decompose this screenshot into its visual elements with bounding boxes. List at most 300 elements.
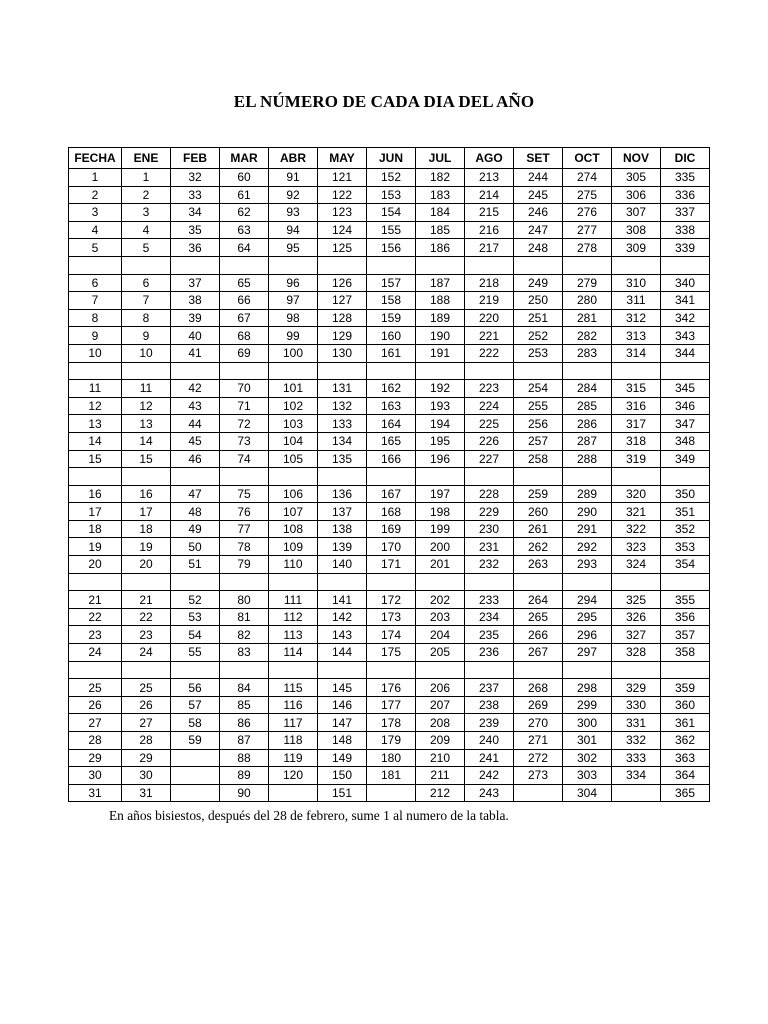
day-number-cell: 198: [416, 503, 465, 521]
table-row: [69, 485, 710, 503]
day-number-cell: 289: [563, 485, 612, 503]
day-number-cell: 108: [269, 520, 318, 538]
day-number-cell: 164: [367, 415, 416, 433]
table-row: [69, 432, 710, 450]
day-number-cell: 310: [612, 274, 661, 292]
day-number-cell: 254: [514, 380, 563, 398]
day-number-cell: 212: [416, 784, 465, 802]
empty-cell: [661, 468, 710, 486]
day-number-cell: 104: [269, 432, 318, 450]
day-number-cell: 152: [367, 169, 416, 187]
table-row: [69, 538, 710, 556]
day-number-cell: 303: [563, 767, 612, 785]
day-number-cell: 287: [563, 432, 612, 450]
day-number-cell: 100: [269, 344, 318, 362]
day-number-cell: 170: [367, 538, 416, 556]
day-number-cell: 84: [220, 679, 269, 697]
day-number-cell: 35: [171, 221, 220, 239]
table-row: [69, 714, 710, 732]
day-number-cell: 22: [122, 608, 171, 626]
day-number-cell: 250: [514, 292, 563, 310]
day-number-cell: 114: [269, 644, 318, 662]
day-number-cell: 251: [514, 309, 563, 327]
empty-cell: [465, 661, 514, 679]
day-number-cell: 136: [318, 485, 367, 503]
day-number-cell: 190: [416, 327, 465, 345]
day-number-cell: 32: [171, 169, 220, 187]
day-number-cell: 189: [416, 309, 465, 327]
day-number-cell: 363: [661, 749, 710, 767]
day-number-cell: 174: [367, 626, 416, 644]
day-number-cell: 162: [367, 380, 416, 398]
day-number-cell: 99: [269, 327, 318, 345]
day-number-cell: 130: [318, 344, 367, 362]
day-number-cell: 186: [416, 239, 465, 257]
day-number-cell: 307: [612, 204, 661, 222]
day-number-cell: 348: [661, 432, 710, 450]
day-number-cell: 361: [661, 714, 710, 732]
day-number-cell: 73: [220, 432, 269, 450]
date-cell: 27: [69, 714, 122, 732]
day-number-cell: 218: [465, 274, 514, 292]
day-number-cell: 314: [612, 344, 661, 362]
day-number-cell: 128: [318, 309, 367, 327]
day-number-cell: 264: [514, 591, 563, 609]
day-number-cell: 64: [220, 239, 269, 257]
empty-cell: [220, 468, 269, 486]
day-number-cell: 281: [563, 309, 612, 327]
day-number-cell: 126: [318, 274, 367, 292]
day-number-cell: 38: [171, 292, 220, 310]
day-number-cell: 320: [612, 485, 661, 503]
day-number-cell: [514, 784, 563, 802]
empty-cell: [563, 256, 612, 274]
date-cell: 23: [69, 626, 122, 644]
table-row: [69, 239, 710, 257]
day-number-cell: 55: [171, 644, 220, 662]
date-cell: 25: [69, 679, 122, 697]
day-number-cell: 2: [122, 186, 171, 204]
day-number-cell: 52: [171, 591, 220, 609]
day-number-cell: 351: [661, 503, 710, 521]
day-number-cell: 325: [612, 591, 661, 609]
day-number-cell: 222: [465, 344, 514, 362]
day-number-cell: 11: [122, 380, 171, 398]
table-row: [69, 767, 710, 785]
table-row: [69, 274, 710, 292]
day-number-cell: 201: [416, 556, 465, 574]
empty-cell: [612, 256, 661, 274]
empty-cell: [465, 362, 514, 380]
empty-cell: [514, 468, 563, 486]
column-header: MAY: [318, 148, 367, 169]
empty-cell: [465, 468, 514, 486]
day-number-cell: 93: [269, 204, 318, 222]
day-number-cell: 63: [220, 221, 269, 239]
date-cell: 19: [69, 538, 122, 556]
day-number-cell: 31: [122, 784, 171, 802]
day-number-cell: 326: [612, 608, 661, 626]
day-number-cell: 343: [661, 327, 710, 345]
spacer-row: [69, 256, 710, 274]
day-number-cell: 158: [367, 292, 416, 310]
empty-cell: [269, 661, 318, 679]
day-number-cell: 4: [122, 221, 171, 239]
empty-cell: [465, 573, 514, 591]
day-number-cell: 101: [269, 380, 318, 398]
day-number-cell: 300: [563, 714, 612, 732]
day-number-cell: 88: [220, 749, 269, 767]
day-number-cell: 301: [563, 732, 612, 750]
day-number-cell: 156: [367, 239, 416, 257]
empty-cell: [122, 256, 171, 274]
day-number-cell: 208: [416, 714, 465, 732]
day-number-cell: 97: [269, 292, 318, 310]
date-cell: 26: [69, 696, 122, 714]
day-number-cell: 249: [514, 274, 563, 292]
date-cell: 9: [69, 327, 122, 345]
day-number-cell: 228: [465, 485, 514, 503]
date-cell: 20: [69, 556, 122, 574]
day-number-cell: 365: [661, 784, 710, 802]
day-number-cell: 305: [612, 169, 661, 187]
empty-cell: [563, 362, 612, 380]
day-number-cell: 144: [318, 644, 367, 662]
empty-cell: [563, 573, 612, 591]
day-number-cell: 316: [612, 397, 661, 415]
day-number-cell: 29: [122, 749, 171, 767]
day-number-cell: 27: [122, 714, 171, 732]
day-number-cell: 111: [269, 591, 318, 609]
day-number-cell: 285: [563, 397, 612, 415]
day-number-cell: 60: [220, 169, 269, 187]
day-number-cell: 259: [514, 485, 563, 503]
day-number-cell: 256: [514, 415, 563, 433]
day-number-cell: 248: [514, 239, 563, 257]
day-number-cell: 311: [612, 292, 661, 310]
table-row: [69, 221, 710, 239]
day-number-cell: 12: [122, 397, 171, 415]
day-number-cell: 85: [220, 696, 269, 714]
day-number-cell: 191: [416, 344, 465, 362]
day-number-cell: 234: [465, 608, 514, 626]
day-number-cell: 75: [220, 485, 269, 503]
day-number-cell: 280: [563, 292, 612, 310]
column-header: ENE: [122, 148, 171, 169]
empty-cell: [416, 362, 465, 380]
day-number-cell: 143: [318, 626, 367, 644]
spacer-row: [69, 573, 710, 591]
day-number-cell: 232: [465, 556, 514, 574]
day-number-cell: 166: [367, 450, 416, 468]
day-number-cell: 291: [563, 520, 612, 538]
day-number-cell: 240: [465, 732, 514, 750]
day-number-cell: 120: [269, 767, 318, 785]
day-number-cell: 142: [318, 608, 367, 626]
day-number-cell: 74: [220, 450, 269, 468]
day-number-cell: 286: [563, 415, 612, 433]
empty-cell: [318, 468, 367, 486]
day-number-cell: 72: [220, 415, 269, 433]
empty-cell: [122, 362, 171, 380]
table-row: [69, 169, 710, 187]
day-number-cell: 199: [416, 520, 465, 538]
date-cell: 30: [69, 767, 122, 785]
day-number-cell: 288: [563, 450, 612, 468]
day-number-cell: 46: [171, 450, 220, 468]
day-number-cell: 171: [367, 556, 416, 574]
empty-cell: [69, 256, 122, 274]
day-number-cell: 283: [563, 344, 612, 362]
empty-cell: [318, 256, 367, 274]
day-number-cell: 80: [220, 591, 269, 609]
day-number-cell: 332: [612, 732, 661, 750]
day-number-cell: 65: [220, 274, 269, 292]
day-number-cell: 123: [318, 204, 367, 222]
day-number-cell: 78: [220, 538, 269, 556]
table-row: [69, 556, 710, 574]
day-number-cell: 20: [122, 556, 171, 574]
empty-cell: [220, 661, 269, 679]
day-number-cell: 216: [465, 221, 514, 239]
table-row: [69, 309, 710, 327]
empty-cell: [171, 362, 220, 380]
day-number-cell: 195: [416, 432, 465, 450]
day-number-cell: 69: [220, 344, 269, 362]
day-number-cell: 347: [661, 415, 710, 433]
day-number-cell: 149: [318, 749, 367, 767]
day-number-cell: 110: [269, 556, 318, 574]
day-number-cell: 68: [220, 327, 269, 345]
empty-cell: [416, 256, 465, 274]
day-number-cell: 231: [465, 538, 514, 556]
column-header: OCT: [563, 148, 612, 169]
day-number-cell: 34: [171, 204, 220, 222]
day-number-cell: 242: [465, 767, 514, 785]
day-number-cell: 96: [269, 274, 318, 292]
day-number-cell: 187: [416, 274, 465, 292]
day-number-cell: 41: [171, 344, 220, 362]
empty-cell: [318, 573, 367, 591]
day-number-cell: 230: [465, 520, 514, 538]
day-number-cell: 297: [563, 644, 612, 662]
day-number-cell: 258: [514, 450, 563, 468]
empty-cell: [69, 661, 122, 679]
day-number-cell: 211: [416, 767, 465, 785]
empty-cell: [367, 661, 416, 679]
day-number-cell: 6: [122, 274, 171, 292]
day-number-cell: 129: [318, 327, 367, 345]
day-number-cell: 265: [514, 608, 563, 626]
day-number-cell: 277: [563, 221, 612, 239]
day-number-cell: 217: [465, 239, 514, 257]
day-number-cell: 165: [367, 432, 416, 450]
table-row: [69, 415, 710, 433]
day-number-cell: 16: [122, 485, 171, 503]
day-number-cell: 194: [416, 415, 465, 433]
day-number-cell: 245: [514, 186, 563, 204]
day-number-cell: 197: [416, 485, 465, 503]
date-cell: 24: [69, 644, 122, 662]
day-number-cell: 106: [269, 485, 318, 503]
day-number-cell: 210: [416, 749, 465, 767]
day-number-cell: 238: [465, 696, 514, 714]
table-row: [69, 696, 710, 714]
day-number-cell: 273: [514, 767, 563, 785]
day-number-cell: 227: [465, 450, 514, 468]
date-cell: 8: [69, 309, 122, 327]
day-number-cell: 5: [122, 239, 171, 257]
day-number-cell: 137: [318, 503, 367, 521]
day-number-cell: 173: [367, 608, 416, 626]
day-number-cell: 124: [318, 221, 367, 239]
day-number-cell: 219: [465, 292, 514, 310]
date-cell: 7: [69, 292, 122, 310]
day-number-cell: 188: [416, 292, 465, 310]
day-number-cell: 153: [367, 186, 416, 204]
day-number-cell: 278: [563, 239, 612, 257]
column-header: FECHA: [69, 148, 122, 169]
day-number-cell: 18: [122, 520, 171, 538]
day-number-cell: 360: [661, 696, 710, 714]
day-number-cell: 43: [171, 397, 220, 415]
empty-cell: [367, 468, 416, 486]
date-cell: 13: [69, 415, 122, 433]
table-row: [69, 644, 710, 662]
empty-cell: [69, 573, 122, 591]
column-header: JUL: [416, 148, 465, 169]
empty-cell: [563, 468, 612, 486]
empty-cell: [367, 256, 416, 274]
day-number-cell: 276: [563, 204, 612, 222]
day-number-cell: 19: [122, 538, 171, 556]
day-number-cell: 15: [122, 450, 171, 468]
day-number-cell: 76: [220, 503, 269, 521]
date-cell: 22: [69, 608, 122, 626]
day-number-cell: 47: [171, 485, 220, 503]
day-number-cell: 338: [661, 221, 710, 239]
day-number-cell: 180: [367, 749, 416, 767]
empty-cell: [465, 256, 514, 274]
day-number-cell: 205: [416, 644, 465, 662]
day-number-cell: 356: [661, 608, 710, 626]
date-cell: 4: [69, 221, 122, 239]
empty-cell: [122, 661, 171, 679]
day-number-cell: 334: [612, 767, 661, 785]
day-number-cell: 103: [269, 415, 318, 433]
day-number-cell: 54: [171, 626, 220, 644]
day-number-cell: 49: [171, 520, 220, 538]
empty-cell: [122, 468, 171, 486]
day-number-cell: 112: [269, 608, 318, 626]
day-number-cell: 53: [171, 608, 220, 626]
empty-cell: [661, 362, 710, 380]
day-number-cell: 113: [269, 626, 318, 644]
empty-cell: [171, 256, 220, 274]
day-number-cell: 116: [269, 696, 318, 714]
day-number-cell: 150: [318, 767, 367, 785]
day-number-cell: 81: [220, 608, 269, 626]
date-cell: 12: [69, 397, 122, 415]
day-number-cell: 319: [612, 450, 661, 468]
day-number-cell: 8: [122, 309, 171, 327]
date-cell: 18: [69, 520, 122, 538]
day-number-cell: 309: [612, 239, 661, 257]
table-row: [69, 732, 710, 750]
day-number-cell: 253: [514, 344, 563, 362]
day-number-cell: 92: [269, 186, 318, 204]
day-number-cell: 50: [171, 538, 220, 556]
day-number-cell: 42: [171, 380, 220, 398]
column-header: SET: [514, 148, 563, 169]
day-number-cell: 125: [318, 239, 367, 257]
day-number-cell: 59: [171, 732, 220, 750]
day-number-cell: 244: [514, 169, 563, 187]
day-number-cell: 336: [661, 186, 710, 204]
day-number-cell: 339: [661, 239, 710, 257]
day-number-cell: 25: [122, 679, 171, 697]
column-header: MAR: [220, 148, 269, 169]
day-number-cell: 26: [122, 696, 171, 714]
spacer-row: [69, 468, 710, 486]
day-number-cell: 284: [563, 380, 612, 398]
day-number-cell: 262: [514, 538, 563, 556]
day-number-cell: 331: [612, 714, 661, 732]
empty-cell: [416, 468, 465, 486]
empty-cell: [367, 573, 416, 591]
day-number-cell: 79: [220, 556, 269, 574]
empty-cell: [514, 573, 563, 591]
day-number-cell: 56: [171, 679, 220, 697]
spacer-row: [69, 362, 710, 380]
day-number-cell: 204: [416, 626, 465, 644]
day-number-cell: 131: [318, 380, 367, 398]
empty-cell: [416, 661, 465, 679]
day-number-cell: [612, 784, 661, 802]
table-row: [69, 679, 710, 697]
day-number-cell: 355: [661, 591, 710, 609]
day-number-cell: 226: [465, 432, 514, 450]
day-number-cell: 239: [465, 714, 514, 732]
day-number-cell: 237: [465, 679, 514, 697]
day-number-cell: 306: [612, 186, 661, 204]
day-number-cell: 252: [514, 327, 563, 345]
day-number-cell: 122: [318, 186, 367, 204]
day-number-cell: 71: [220, 397, 269, 415]
day-number-cell: 272: [514, 749, 563, 767]
day-number-cell: [367, 784, 416, 802]
day-number-cell: 308: [612, 221, 661, 239]
day-number-cell: 160: [367, 327, 416, 345]
day-number-cell: 175: [367, 644, 416, 662]
date-cell: 21: [69, 591, 122, 609]
day-number-cell: 293: [563, 556, 612, 574]
day-number-cell: 352: [661, 520, 710, 538]
empty-cell: [514, 256, 563, 274]
day-number-cell: 159: [367, 309, 416, 327]
column-header: ABR: [269, 148, 318, 169]
day-number-cell: 271: [514, 732, 563, 750]
day-number-cell: 225: [465, 415, 514, 433]
day-number-cell: 322: [612, 520, 661, 538]
table-row: [69, 380, 710, 398]
day-number-cell: 200: [416, 538, 465, 556]
day-number-cell: 341: [661, 292, 710, 310]
day-number-cell: 354: [661, 556, 710, 574]
day-number-cell: 261: [514, 520, 563, 538]
day-number-cell: 140: [318, 556, 367, 574]
day-number-cell: 141: [318, 591, 367, 609]
